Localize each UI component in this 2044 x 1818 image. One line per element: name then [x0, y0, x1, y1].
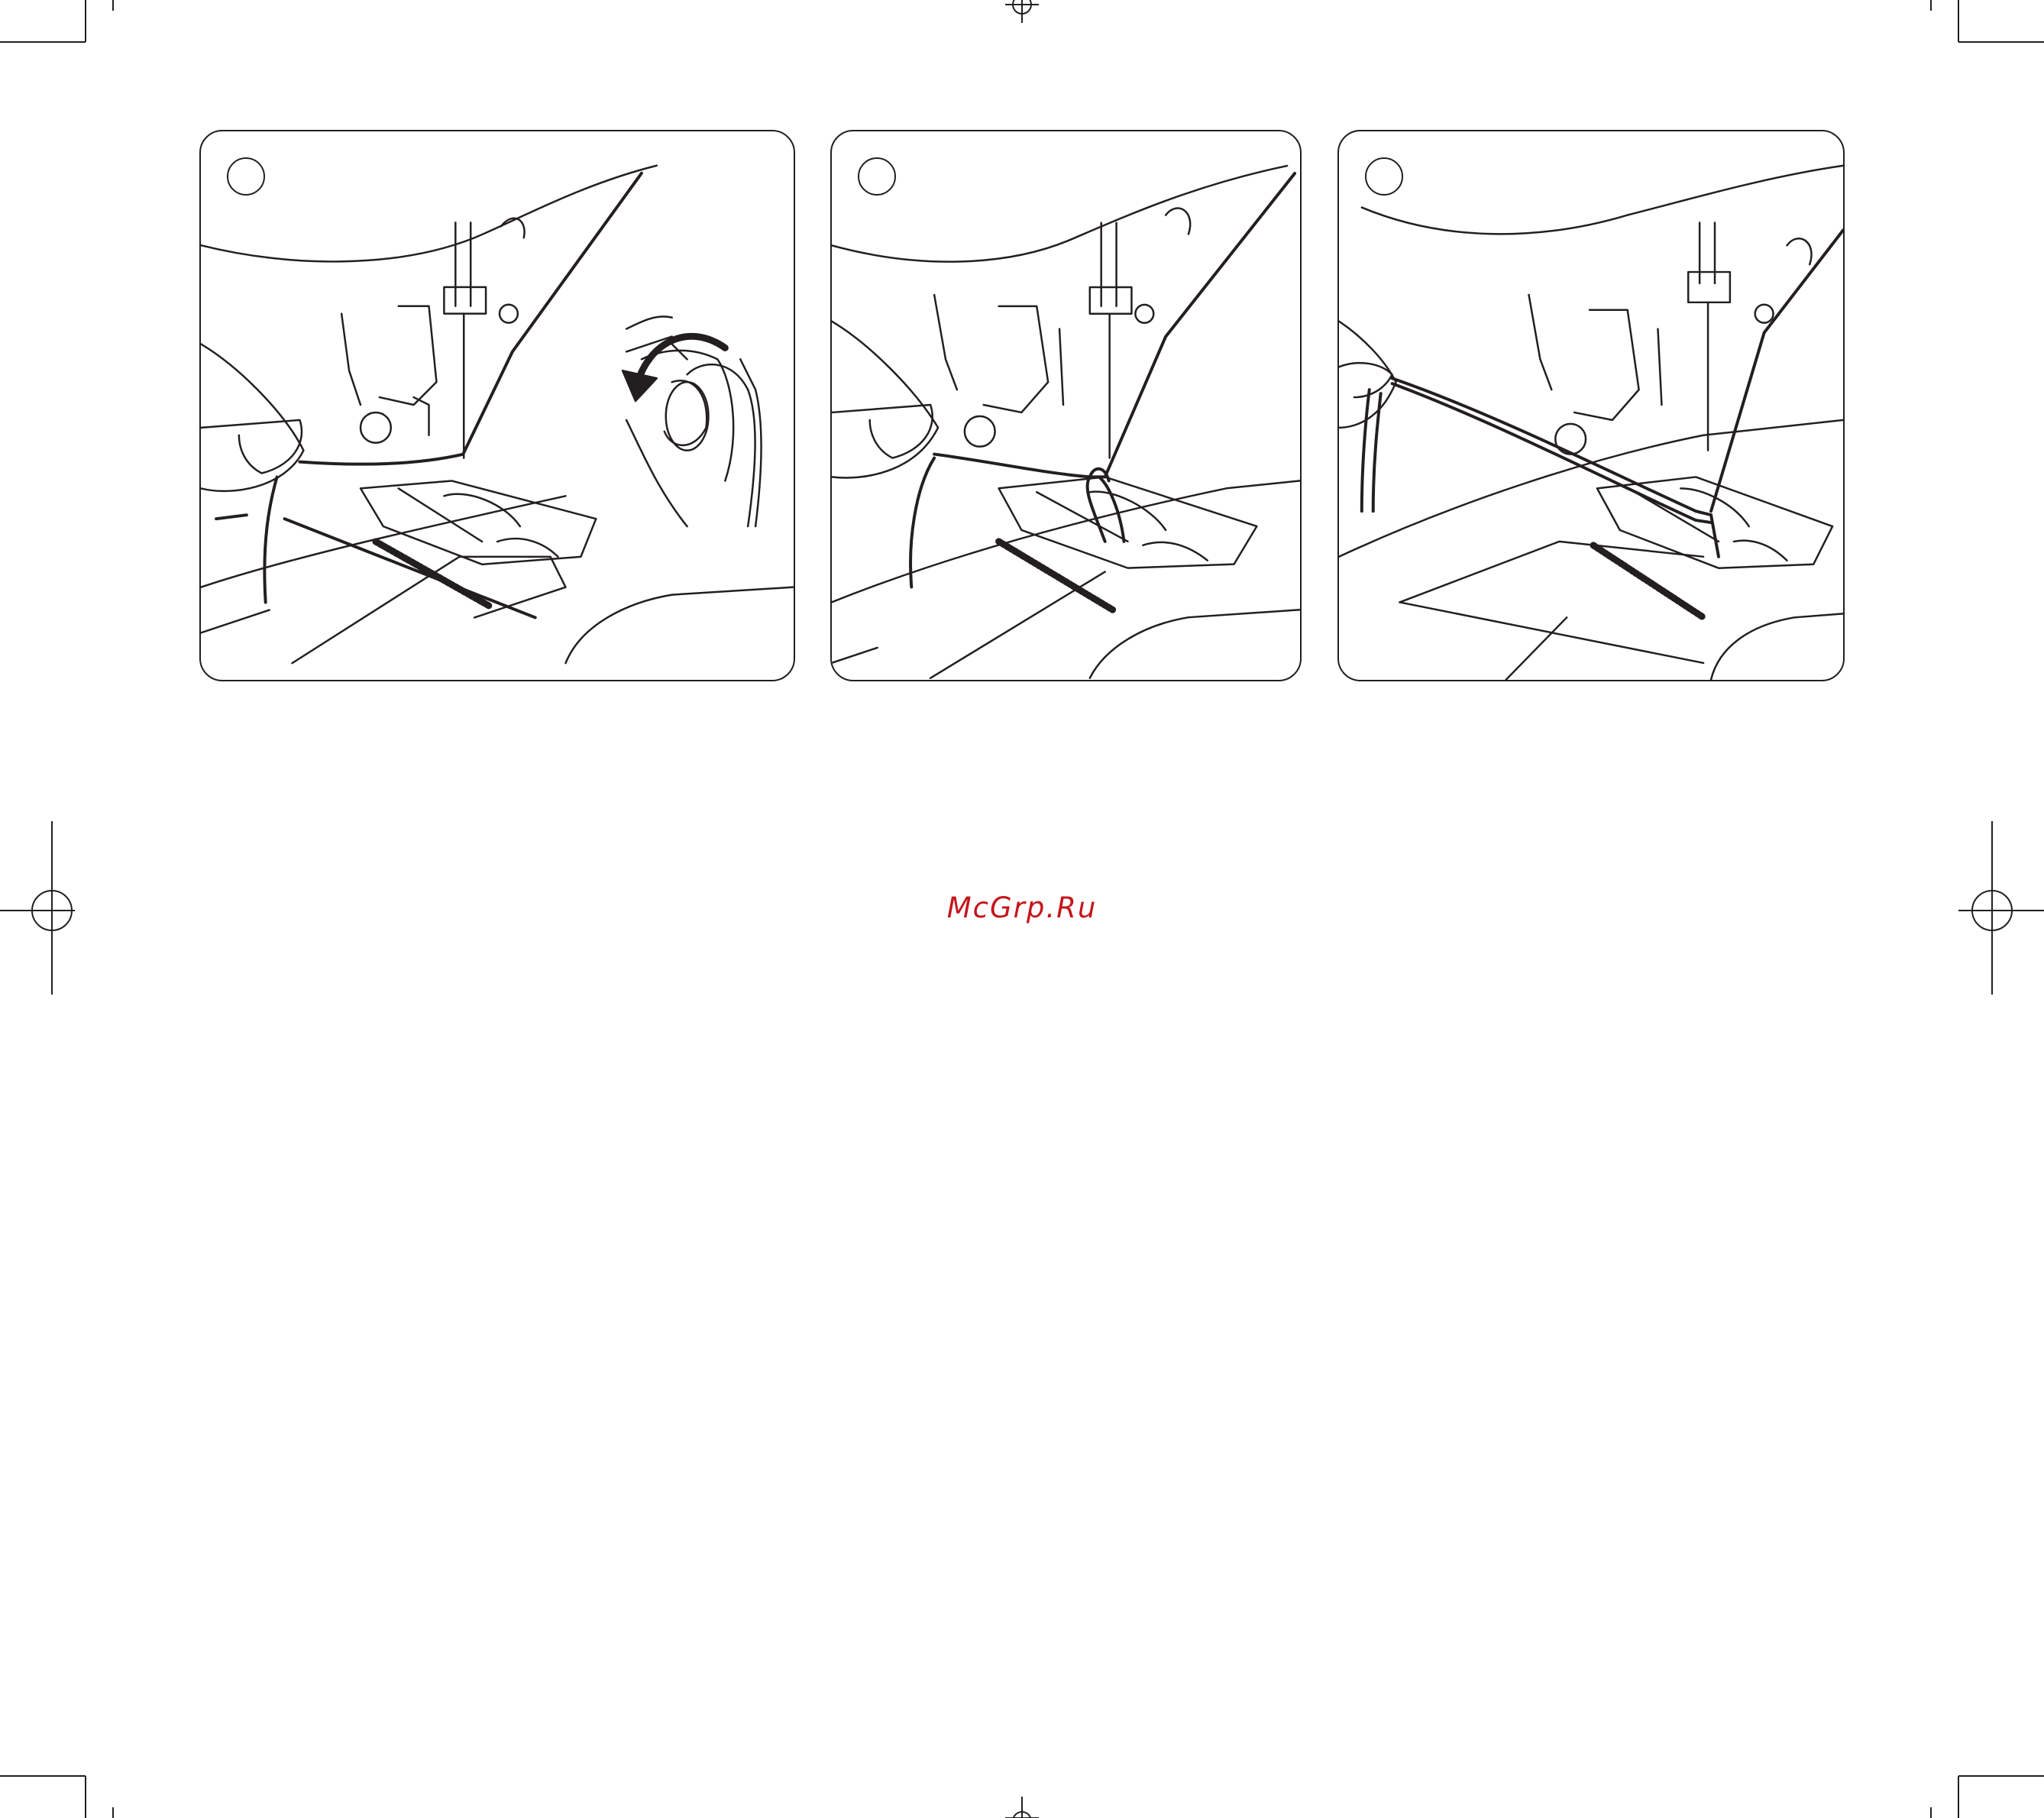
step-number-circle [1365, 157, 1403, 196]
illustration-panel-3 [1337, 130, 1845, 681]
registration-mark-right [1958, 821, 2044, 995]
illustration-panel-1 [199, 130, 795, 681]
registration-mark-left [0, 821, 75, 995]
sewing-machine-illustration-3 [1339, 131, 1843, 680]
watermark-text: McGrp.Ru [946, 891, 1098, 924]
registration-mark-top [1005, 0, 1039, 23]
step-number-circle [858, 157, 896, 196]
illustration-panel-2 [830, 130, 1302, 681]
sewing-machine-illustration-1 [201, 131, 794, 680]
sewing-machine-illustration-2 [832, 131, 1300, 680]
step-number-circle [227, 157, 265, 196]
registration-mark-bottom [1005, 1797, 1039, 1818]
